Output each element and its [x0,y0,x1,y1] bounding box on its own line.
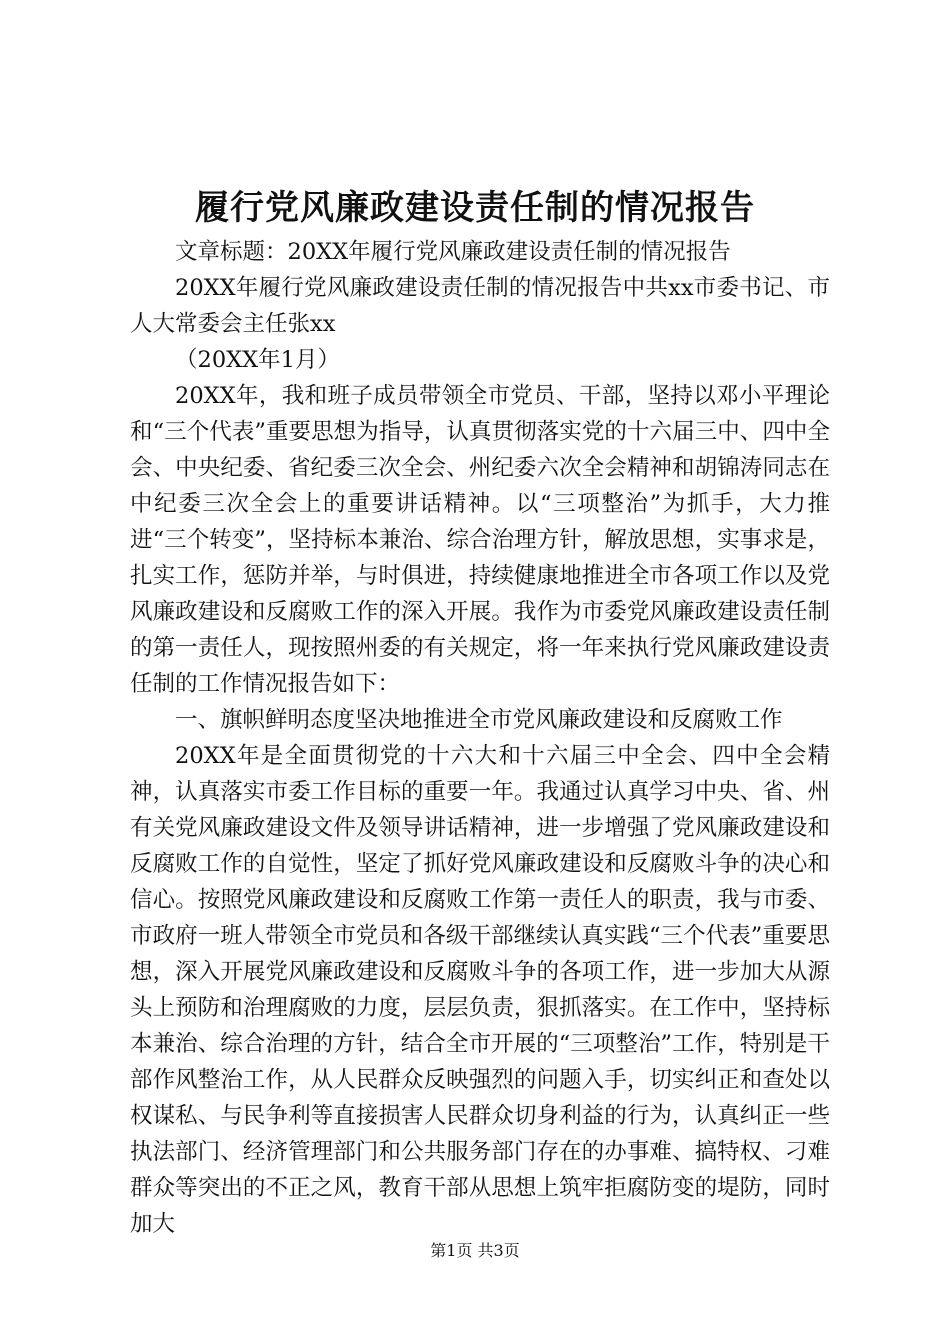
page-footer: 第1页 共3页 [430,1241,520,1260]
report-date-line: （20XX年1月） [175,347,340,373]
document-body [130,234,830,1242]
section-heading: 一、旗帜鲜明态度坚决地推进全市党风廉政建设和反腐败工作 [175,707,783,733]
body-paragraph: 20XX年是全面贯彻党的十六大和十六届三中全会、四中全会精神，认真落实市委工作目标的重要一年。我通过认真学习中央、省、州有关党风廉政建设文件及领导讲话精神，进一步增强了党风廉政建设和反腐败工作的自觉性，坚定了抓好党风廉政建设和反腐败斗争的决心和信心。按照党风廉政建设和反腐败工作第一责任人的职责，我与市委、市政府一班人带领全市党员和各级干部继续认真实践“三个代表”重要思想，深入开展党风廉政建设和反腐败斗争的各项工作，进一步加大从源头上预防和治理腐败的力度，层层负责，狠抓落实。在工作中，坚持标本兼治、综合治理的方针，结合全市开展的“三项整治”工作，特别是干部作风整治工作，从人民群众反映强烈的问题入手，切实纠正和查处以权谋私、与民争利等直接损害人民群众切身利益的行为，认真纠正一些执法部门、经济管理部门和公共服务部门存在的办事难、搞特权、刁难群众等突出的不正之风，教育干部从思想上筑牢拒腐防变的堤防，同时加大 [130,743,830,1237]
report-heading-line: 20XX年履行党风廉政建设责任制的情况报告中共xx市委书记、市人大常委会主任张xx [130,275,830,337]
article-title-line: 文章标题：20XX年履行党风廉政建设责任制的情况报告 [175,239,731,265]
body-paragraph: 20XX年，我和班子成员带领全市党员、干部，坚持以邓小平理论和“三个代表”重要思想为指导，认真贯彻落实党的十六届三中、四中全会、中央纪委、省纪委三次全会、州纪委六次全会精神和胡锦涛同志在中纪委三次全会上的重要讲话精神。以“三项整治”为抓手，大力推进“三个转变”，坚持标本兼治、综合治理方针，解放思想，实事求是，扎实工作，惩防并举，与时俱进，持续健康地推进全市各项工作以及党风廉政建设和反腐败工作的深入开展。我作为市委党风廉政建设责任制的第一责任人，现按照州委的有关规定，将一年来执行党风廉政建设责任制的工作情况报告如下： [130,383,830,697]
document-title: 履行党风廉政建设责任制的情况报告 [195,188,755,228]
